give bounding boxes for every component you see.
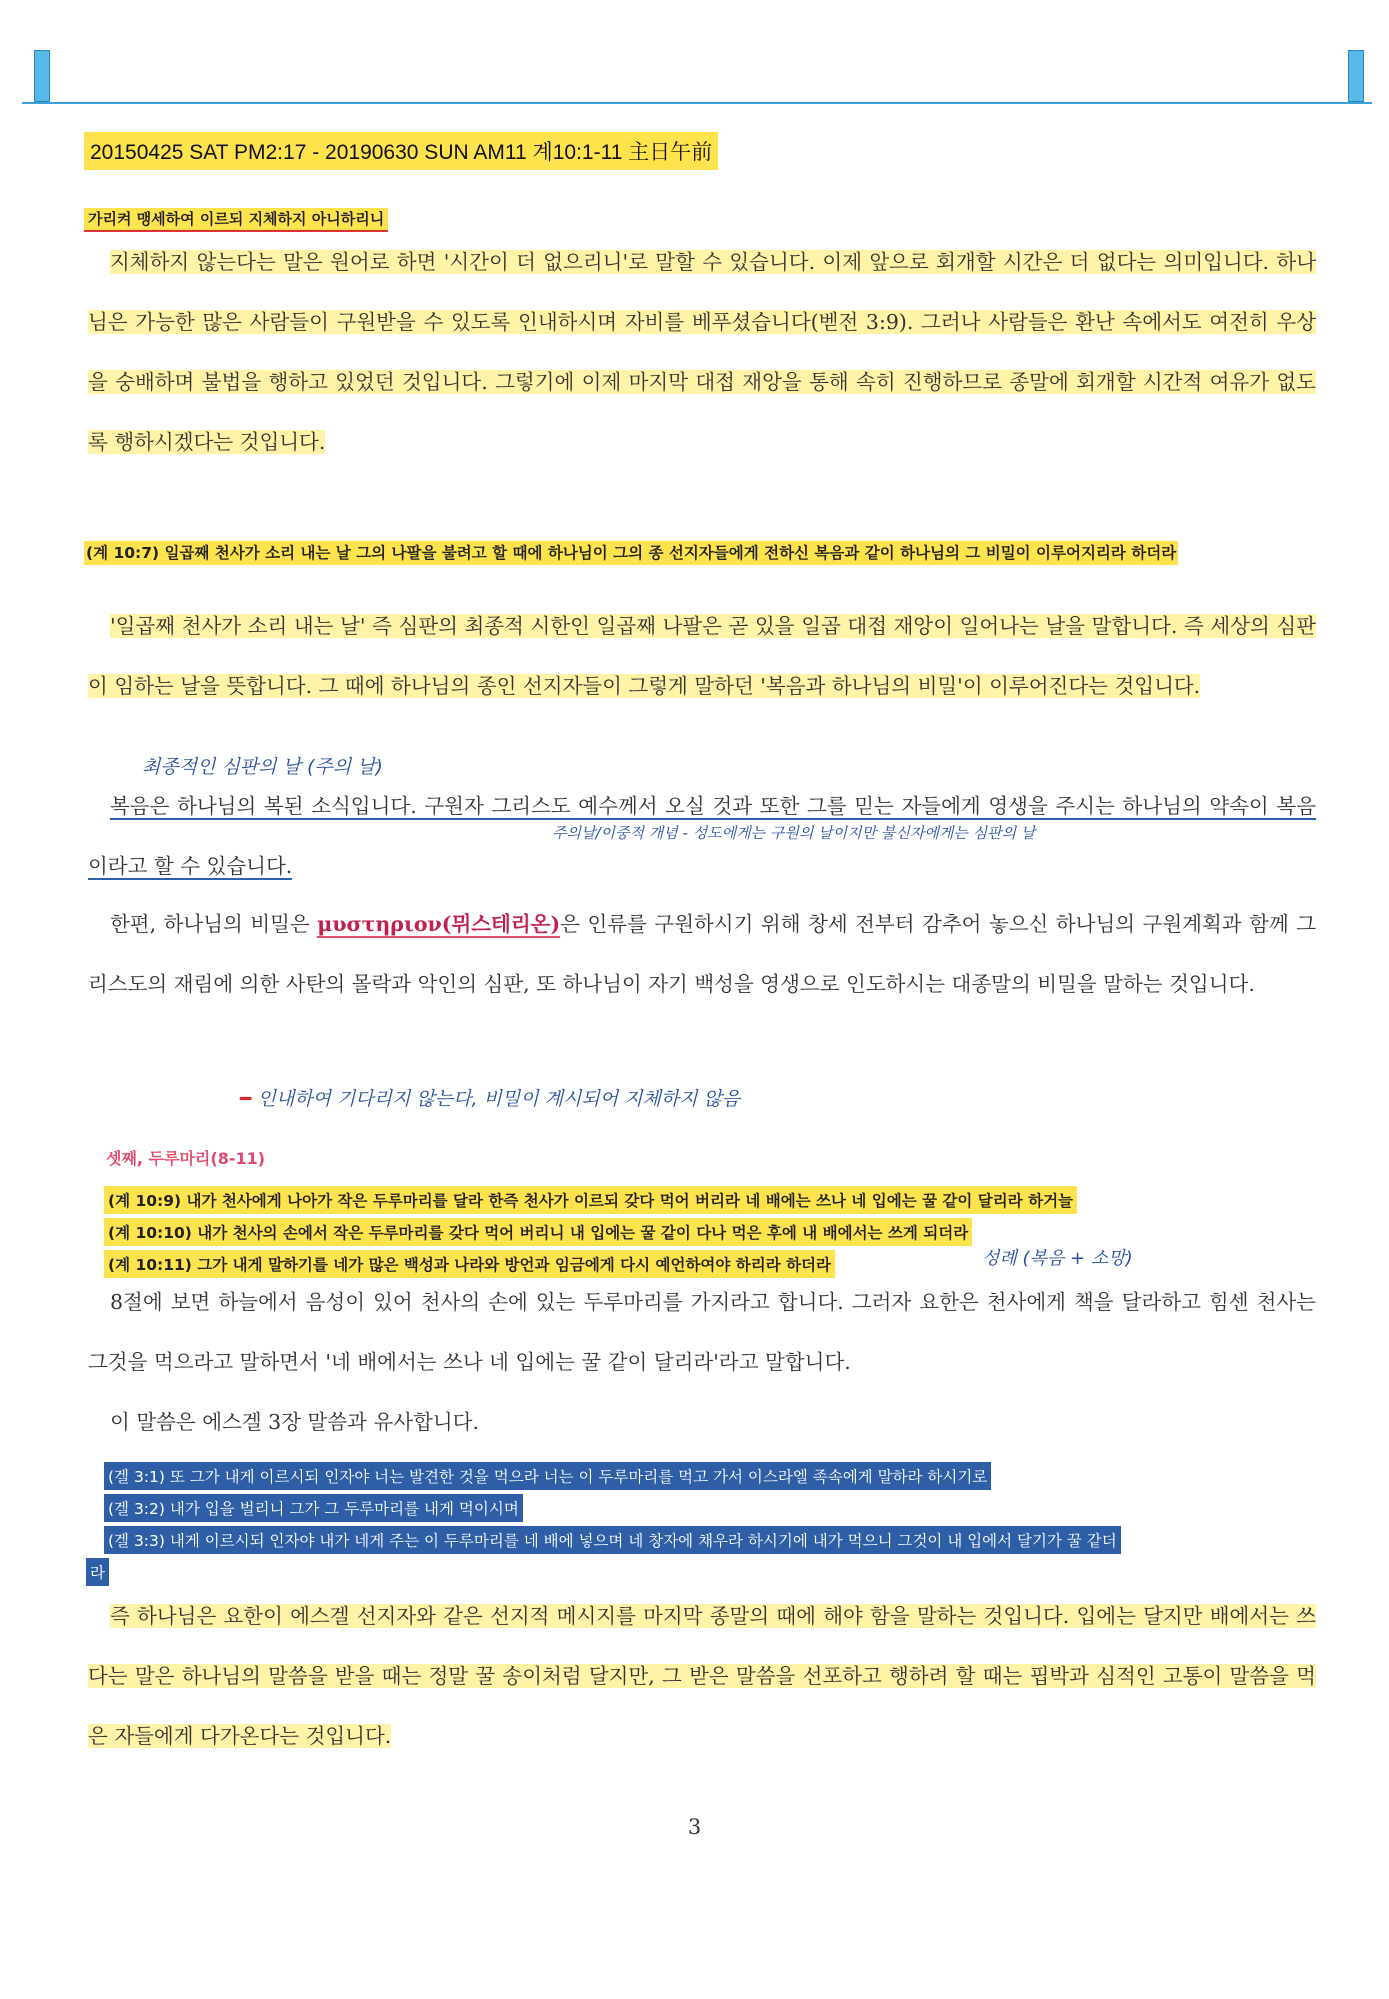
paragraph-text: 이 말씀은 에스겔 3장 말씀과 유사합니다. [110, 1410, 479, 1434]
verse-text: (계 10:7) 일곱째 천사가 소리 내는 날 그의 나팔을 불려고 할 때에 하나님이 그의 종 선지자들에게 전하신 복음과 같이 하나님의 그 비밀이 이루어지리라 하더라 [84, 541, 1178, 565]
handwritten-note: 최종적인 심판의 날 (주의 날) [142, 756, 383, 778]
paragraph-text: 즉 하나님은 요한이 에스겔 선지자와 같은 선지적 메시지를 마지막 종말의 때에 해야 함을 말하는 것입니다. 입에는 달지만 배에서는 쓰다는 말은 하나님의 말씀을 받을 때는 정말 꿀 송이처럼 달지만, 그 받은 말씀을 선포하고 행하려 할 때는 핍박과 심적인 고통이 말씀을 먹은 자들에게 다가온다는 것입니다. [88, 1604, 1316, 1748]
paragraph-seventh-angel [88, 596, 1316, 716]
verse-rev-10-10: (계 10:10) 내가 천사의 손에서 작은 두루마리를 갖다 먹어 버리니 내 입에는 꿀 같이 다나 먹은 후에 내 배에서는 쓰게 되더라 [104, 1218, 972, 1246]
handwritten-note [240, 1084, 740, 1111]
paragraph-ezekiel-intro [88, 1392, 1316, 1452]
section-label-text: 가리켜 맹세하여 이르되 지체하지 아니하리니 [84, 208, 388, 232]
right-binder-tab [1348, 50, 1364, 102]
handwritten-note: 성례 (복음 + 소망) [982, 1248, 1133, 1269]
verse-ezek-3-3: (겔 3:3) 내게 이르시되 인자야 내가 네게 주는 이 두루마리를 네 배에 넣으며 네 창자에 채우라 하시기에 내가 먹으니 그것이 내 입에서 달기가 꿀 같더 [104, 1526, 1121, 1554]
verse-ezek-3-2: (겔 3:2) 내가 입을 벌리니 그가 그 두루마리를 내게 먹이시며 [104, 1494, 523, 1522]
handwritten-note: 주의날/이중적 개념 - 성도에게는 구원의 날이지만 불신자에게는 심판의 날 [552, 824, 1036, 842]
note-text: 인내하여 기다리지 않는다, 비밀이 계시되어 지체하지 않음 [257, 1088, 741, 1110]
verse-rev-10-7 [84, 538, 1322, 568]
verse-rev-10-9: (계 10:9) 내가 천사에게 나아가 작은 두루마리를 달라 한즉 천사가 이르되 갖다 먹어 버리라 네 배에는 쓰나 네 입에는 꿀 같이 달리라 하거늘 [104, 1186, 1077, 1214]
verse-ezek-3-3-continued: 라 [86, 1558, 109, 1586]
paragraph-text: 은 인류를 구원하시기 위해 창세 전부터 감추어 놓으신 하나님의 구원계획과 함께 그리스도의 재림에 의한 사탄의 몰락과 악인의 심판, 또 하나님이 자기 백성을 영생으로 인도하시는 대종말의 비밀을 말하는 것입니다. [88, 912, 1317, 996]
paragraph-text: 8절에 보면 하늘에서 음성이 있어 천사의 손에 있는 두루마리를 가지라고 합니다. 그러자 요한은 천사에게 책을 달라하고 힘센 천사는 그것을 먹으라고 말하면서 '네 배에서는 쓰나 네 입에는 꿀 같이 달리라'라고 말합니다. [88, 1290, 1316, 1374]
paragraph-text: 복음은 하나님의 복된 소식입니다. 구원자 그리스도 예수께서 오실 것과 또한 그를 믿는 자들에게 영생을 주시는 하나님의 약속이 복음이라고 할 수 있습니다. [88, 794, 1316, 878]
paragraph-mystery [88, 894, 1316, 1014]
paragraph-text: 지체하지 않는다는 말은 원어로 하면 '시간이 더 없으리니'로 말할 수 있습니다. 이제 앞으로 회개할 시간은 더 없다는 의미입니다. 하나님은 가능한 많은 사람들이 구원받을 수 있도록 인내하시며 자비를 베푸셨습니다(벧전 3:9). 그러나 사람들은 환난 속에서도 여전히 우상을 숭배하며 불법을 행하고 있었던 것입니다. 그렇기에 이제 마지막 대접 재앙을 통해 속히 진행하므로 종말에 회개할 시간적 여유가 없도록 행하시겠다는 것입니다. [88, 250, 1316, 454]
greek-term: μυστηριον(뮈스테리온) [317, 912, 561, 936]
section-title: 셋째, 두루마리(8-11) [106, 1149, 266, 1168]
red-dash-mark: ━ [240, 1088, 258, 1110]
paragraph-text: 한편, 하나님의 비밀은 [110, 912, 318, 936]
verse-ezek-3-1: (겔 3:1) 또 그가 내게 이르시되 인자야 너는 발견한 것을 먹으라 너는 이 두루마리를 먹고 가서 이스라엘 족속에게 말하라 하시기로 [104, 1462, 991, 1490]
paragraph-text: '일곱째 천사가 소리 내는 날' 즉 심판의 최종적 시한인 일곱째 나팔은 곧 있을 일곱 대접 재앙이 일어나는 날을 말합니다. 즉 세상의 심판이 임하는 날을 뜻합니다. 그 때에 하나님의 종인 선지자들이 그렇게 말하던 '복음과 하나님의 비밀'이 이루어진다는 것입니다. [88, 614, 1316, 698]
verse-rev-10-11: (계 10:11) 그가 내게 말하기를 네가 많은 백성과 나라와 방언과 임금에게 다시 예언하여야 하리라 하더라 [104, 1250, 835, 1278]
paragraph-delay [88, 232, 1316, 472]
page-number: 3 [687, 1815, 702, 1839]
sermon-header: 20150425 SAT PM2:17 - 20190630 SUN AM11 계10:1-11 主日午前 [84, 132, 718, 170]
paragraph-scroll [88, 1272, 1316, 1392]
section-label [84, 208, 388, 229]
left-binder-tab [34, 50, 50, 102]
header-rule [22, 102, 1372, 104]
paragraph-conclusion [88, 1586, 1316, 1766]
